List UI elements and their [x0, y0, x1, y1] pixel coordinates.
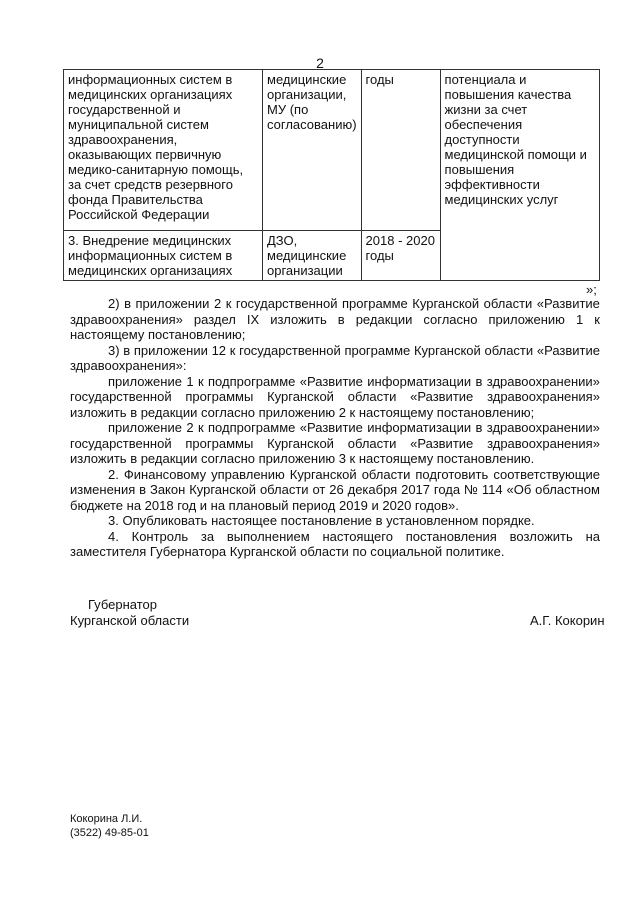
- table-cell-result: [440, 70, 599, 281]
- table-cell-line: организации,: [267, 87, 347, 102]
- body-line: 4. Контроль за выполнением настоящего постановления возложить на: [108, 528, 600, 544]
- signatory-title-line1: Губернатор: [88, 597, 157, 612]
- table-cell-line: оказывающих первичную: [68, 147, 222, 162]
- table-cell-executor: [263, 70, 362, 231]
- body-line: приложение 2 к подпрограмме «Развитие информатизации в здравоохранении»: [108, 420, 600, 435]
- table-row: [64, 70, 600, 231]
- body-line: бюджете на 2018 год и на плановый период 2019 и 2020 годов».: [70, 497, 459, 513]
- executor-info: [70, 812, 149, 840]
- executor-name: Кокорина Л.И.: [70, 813, 143, 825]
- body-line: 2) в приложении 2 к государственной программе Курганской области «Развитие: [108, 296, 600, 311]
- body-line: 2. Финансовому управлению Курганской области подготовить соответствующие: [108, 466, 600, 482]
- table-cell-line: потенциала и: [444, 72, 527, 87]
- table-cell-line: эффективности: [444, 177, 540, 192]
- body-line: здравоохранения»:: [70, 358, 187, 373]
- body-line: изложить в редакции согласно приложению 3 к настоящему постановлению.: [70, 451, 535, 466]
- table-cell-line: медицинские: [267, 72, 347, 87]
- table-cell-line: 3. Внедрение медицинских: [68, 233, 232, 248]
- table-cell-measure: [64, 231, 263, 281]
- table-cell-line: ДЗО,: [267, 233, 298, 248]
- executor-phone: (3522) 49-85-01: [70, 827, 149, 839]
- table-cell-line: медицинских услуг: [444, 192, 559, 207]
- signatory-title: [70, 597, 189, 629]
- table-cell-line: медицинские: [267, 248, 347, 263]
- body-line: изменения в Закон Курганской области от 26 декабря 2017 года № 114 «Об областном: [70, 482, 600, 497]
- table-cell-line: муниципальной систем: [68, 117, 209, 132]
- table-cell-line: здравоохранения,: [68, 132, 178, 147]
- table-cell-line: годы: [365, 72, 394, 87]
- body-line: 3) в приложении 12 к государственной программе Курганской области «Развитие: [108, 342, 600, 358]
- table-cell-line: 2018 - 2020: [365, 233, 435, 248]
- table-cell-line: за счет средств резервного: [68, 177, 233, 192]
- table-cell-line: жизни за счет: [444, 102, 528, 117]
- table-cell-line: медико-санитарную помощь,: [68, 162, 244, 177]
- table-cell-line: медицинской помощи и: [444, 147, 587, 162]
- signatory-name: А.Г. Кокорин: [530, 613, 605, 628]
- table-cell-line: согласованию): [267, 117, 357, 132]
- table-cell-line: медицинских организациях: [68, 87, 233, 102]
- body-line: здравоохранения» раздел IX изложить в редакции согласно приложению 1 к: [70, 311, 600, 327]
- table-cell-measure: [64, 70, 263, 231]
- table-cell-line: информационных систем в: [68, 72, 233, 87]
- table-cell-line: информационных систем в: [68, 248, 233, 263]
- table-cell-line: годы: [365, 248, 394, 263]
- table-cell-line: организации: [267, 263, 343, 278]
- table-cell-line: МУ (по: [267, 102, 309, 117]
- body-line: государственной программы Курганской области «Развитие здравоохранения»: [70, 389, 600, 404]
- measures-table: [63, 69, 600, 281]
- signatory-title-line2: Курганской области: [70, 613, 190, 628]
- page-number: 2: [316, 55, 324, 71]
- body-line: приложение 1 к подпрограмме «Развитие информатизации в здравоохранении»: [108, 373, 600, 389]
- table-cell-line: доступности: [444, 132, 520, 147]
- body-line: настоящему постановлению;: [70, 327, 246, 342]
- body-line: изложить в редакции согласно приложению 2 к настоящему постановлению;: [70, 404, 535, 420]
- body-line: государственной программы Курганской области «Развитие здравоохранения»: [70, 435, 600, 451]
- table-cell-line: медицинских организациях: [68, 263, 233, 278]
- table-cell-line: Российской Федерации: [68, 207, 210, 222]
- table-cell-line: повышения: [444, 162, 515, 177]
- table-cell-executor: [263, 231, 362, 281]
- table-cell-line: государственной и: [68, 102, 181, 117]
- body-line: заместителя Губернатора Курганской области по социальной политике.: [70, 544, 505, 559]
- document-body: [70, 296, 600, 560]
- table-cell-period: [361, 70, 440, 231]
- table-cell-line: фонда Правительства: [68, 192, 203, 207]
- table-cell-line: обеспечения: [444, 117, 523, 132]
- table-cell-line: повышения качества: [444, 87, 572, 102]
- body-line: 3. Опубликовать настоящее постановление в установленном порядке.: [108, 513, 535, 528]
- table-cell-period: [361, 231, 440, 281]
- table-closing-quote: »;: [586, 282, 597, 297]
